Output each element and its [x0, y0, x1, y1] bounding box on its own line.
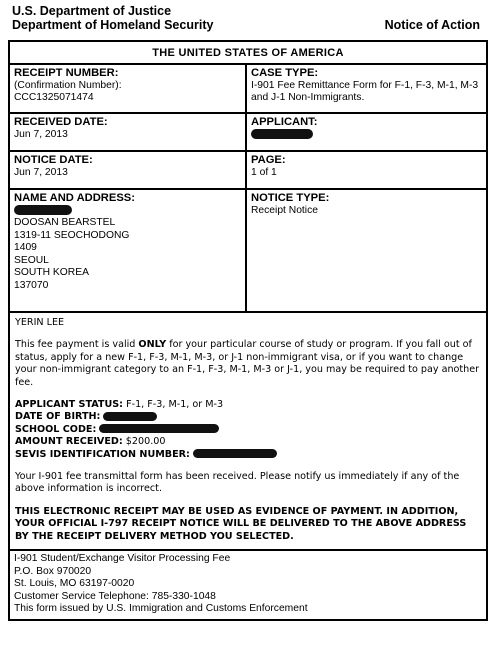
page-label: PAGE:	[251, 154, 286, 166]
applicant-name-redaction	[251, 129, 313, 139]
department-homeland: Department of Homeland Security	[12, 18, 214, 32]
sevis-id-redaction	[193, 449, 277, 458]
date-of-birth-label: DATE OF BIRTH:	[15, 411, 101, 423]
processing-center-footer	[10, 551, 486, 619]
department-justice: U.S. Department of Justice	[12, 4, 172, 18]
validity-text-start: This fee payment is valid	[15, 339, 139, 351]
school-code-label: SCHOOL CODE:	[15, 423, 97, 435]
recipient-name: YERIN LEE	[15, 317, 65, 328]
page-value: 1 of 1	[251, 166, 277, 178]
date-of-birth-line	[15, 411, 481, 423]
date-of-birth-redaction	[103, 412, 157, 421]
notice-date-label: NOTICE DATE:	[14, 154, 93, 166]
received-date-value: Jun 7, 2013	[14, 128, 68, 140]
received-date-cell	[10, 114, 247, 150]
addressee-name-redaction	[14, 205, 72, 215]
validity-only-emphasis: ONLY	[138, 339, 167, 351]
notice-type-value: Receipt Notice	[251, 204, 318, 216]
case-type-label: CASE TYPE:	[251, 67, 319, 79]
validity-paragraph	[15, 339, 481, 389]
notice-of-action-heading: Notice of Action	[384, 18, 480, 32]
validity-text-end: for your particular course of study or program. If you fall out of status, apply for a new F-1, F-3, M-1, M-3, or J-1 non-immigrant visa, or if you want to change your non-immigrant category to an F-1, F-3, M-1, M-3 or J-1, you may be required to pay another fee.	[15, 339, 480, 388]
sevis-id-label: SEVIS IDENTIFICATION NUMBER:	[15, 448, 190, 460]
evidence-of-payment-paragraph: THIS ELECTRONIC RECEIPT MAY BE USED AS EVIDENCE OF PAYMENT. IN ADDITION, YOUR OFFICIAL I-797 RECEIPT NOTICE WILL BE DELIVERED TO THE ABOVE ADDRESS BY THE RECEIPT DELIVERY METHOD YOU SELECTED.	[15, 505, 467, 542]
row-notice-page	[10, 152, 486, 190]
receipt-number-cell	[10, 65, 247, 112]
footer-line: St. Louis, MO 63197-0020	[14, 578, 135, 590]
received-date-label: RECEIVED DATE:	[14, 116, 108, 128]
notice-body	[10, 313, 486, 551]
footer-line: P.O. Box 970020	[14, 565, 92, 577]
amount-received-line	[15, 436, 481, 448]
document-header	[12, 4, 213, 32]
footer-line: This form issued by U.S. Immigration and Customs Enforcement	[14, 603, 308, 615]
notice-date-cell	[10, 152, 247, 188]
page-cell	[247, 152, 486, 188]
notice-date-value: Jun 7, 2013	[14, 166, 68, 178]
form-title: THE UNITED STATES OF AMERICA	[10, 42, 486, 65]
address-line: 137070	[14, 279, 49, 291]
case-type-cell	[247, 65, 486, 112]
applicant-cell	[247, 114, 486, 150]
transmittal-paragraph: Your I-901 fee transmittal form has been received. Please notify us immediately if any of the above information is incorrect.	[15, 471, 460, 495]
sevis-id-line	[15, 449, 481, 461]
school-code-line	[15, 424, 481, 436]
row-received-applicant	[10, 114, 486, 152]
row-address-notice-type	[10, 190, 486, 313]
name-address-label: NAME AND ADDRESS:	[14, 192, 135, 204]
case-type-value: I-901 Fee Remittance Form for F-1, F-3, M-1, M-3 and J-1 Non-Immigrants.	[251, 79, 479, 103]
confirmation-number-label: (Confirmation Number):	[14, 79, 122, 91]
amount-received-label: AMOUNT RECEIVED:	[15, 436, 123, 448]
amount-received-value: $200.00	[125, 436, 166, 448]
school-code-redaction	[99, 424, 219, 433]
footer-line: I-901 Student/Exchange Visitor Processing Fee	[14, 553, 231, 565]
applicant-status-label: APPLICANT STATUS:	[15, 399, 124, 411]
applicant-status-value: F-1, F-3, M-1, or M-3	[126, 399, 224, 411]
receipt-form	[8, 40, 488, 621]
row-receipt-case	[10, 65, 486, 114]
applicant-status-line	[15, 399, 481, 411]
address-line: 1319-11 SEOCHODONG	[14, 229, 130, 241]
notice-type-label: NOTICE TYPE:	[251, 192, 330, 204]
notice-type-cell	[247, 190, 486, 311]
address-line: DOOSAN BEARSTEL	[14, 217, 116, 228]
receipt-number-label: RECEIPT NUMBER:	[14, 67, 119, 79]
address-line: SEOUL	[14, 254, 49, 266]
applicant-label: APPLICANT:	[251, 116, 318, 128]
receipt-number-value: CCC1325071474	[14, 92, 94, 103]
footer-line: Customer Service Telephone: 785-330-1048	[14, 590, 216, 602]
address-line: SOUTH KOREA	[14, 267, 89, 278]
address-line: 1409	[14, 242, 37, 253]
name-address-cell	[10, 190, 247, 311]
